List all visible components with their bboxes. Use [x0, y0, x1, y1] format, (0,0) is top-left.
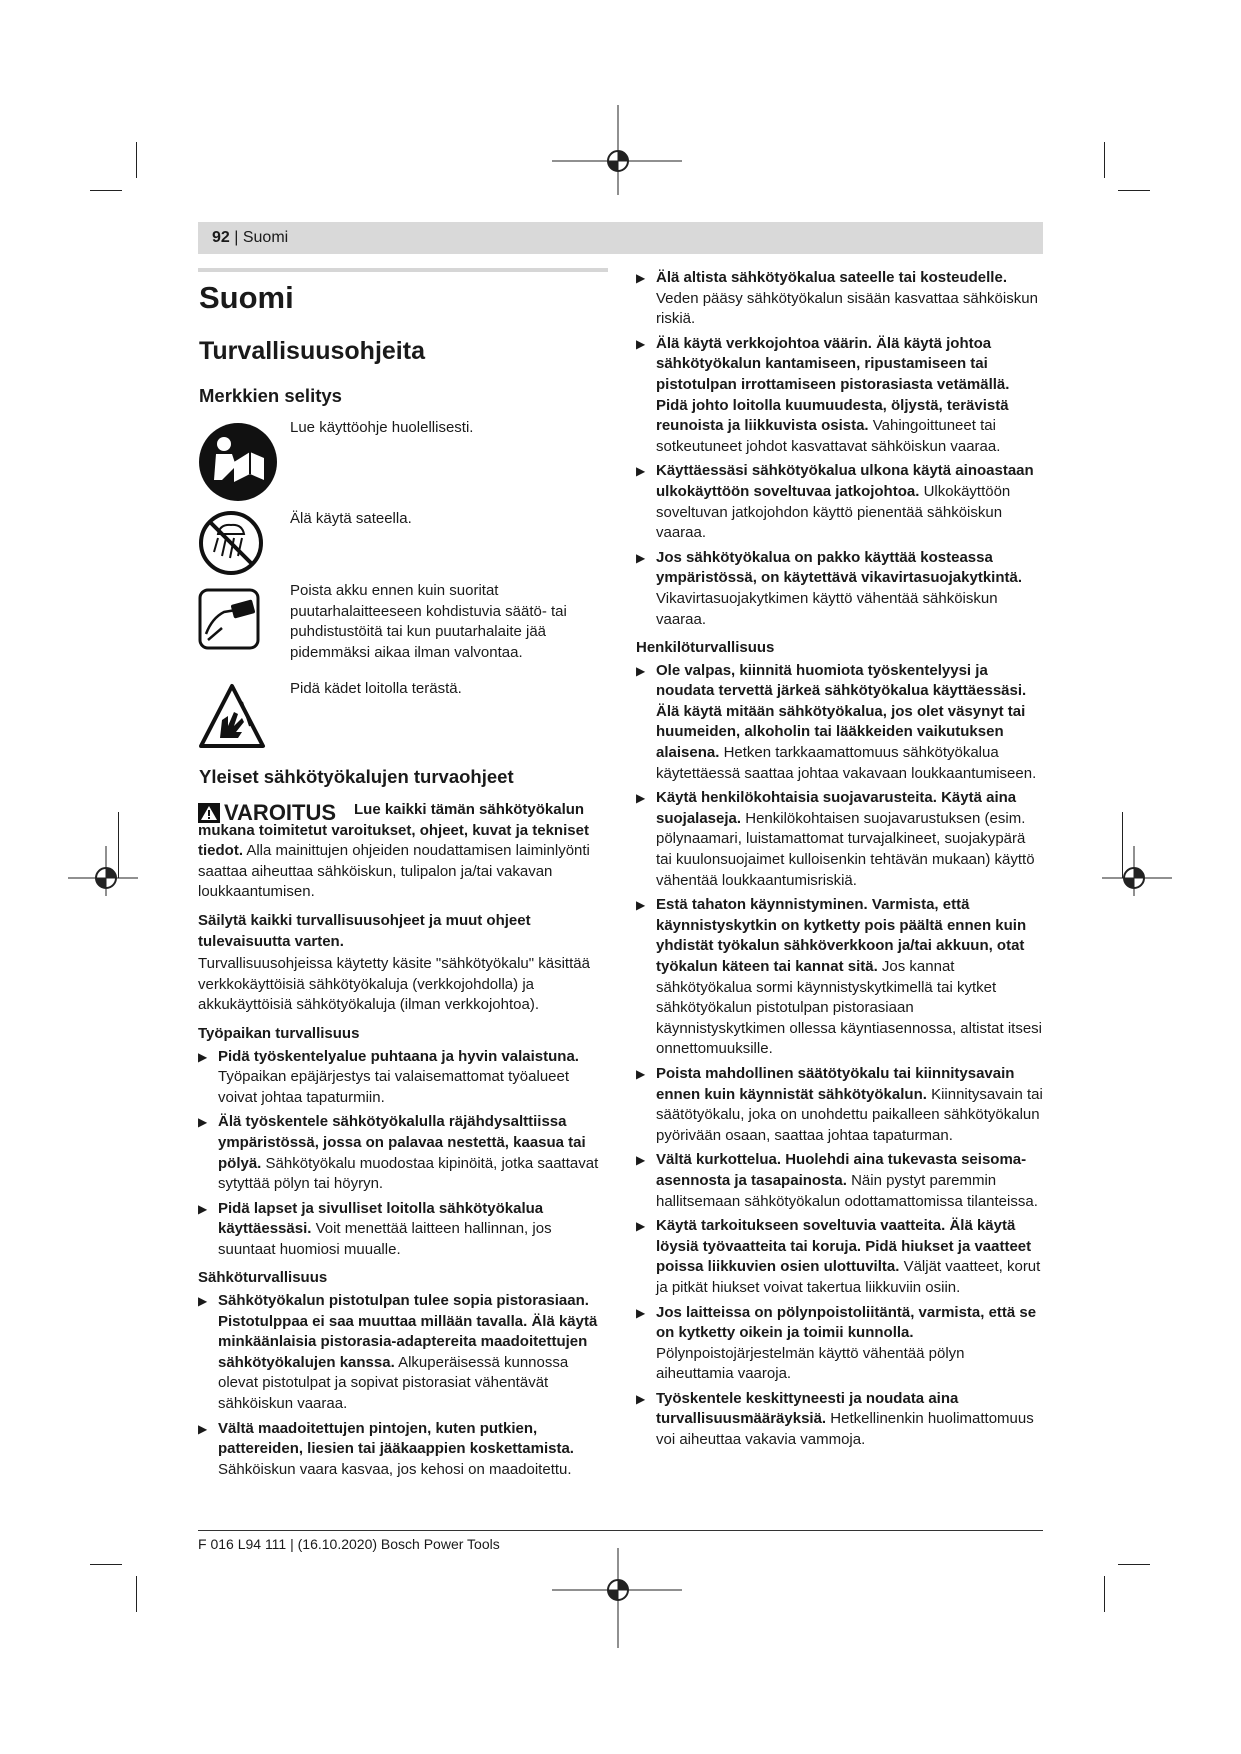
item-bold: Älä työskentele sähkötyökalulla räjähdysalttiissa ympäristössä, jossa on palavaa nestettä, kaasua tai pölyä.: [218, 1113, 586, 1172]
item-bold: Pidä työskentelyalue puhtaana ja hyvin valaistuna.: [218, 1047, 579, 1065]
item-text: Jos kannat sähkötyökalua sormi käynnistyskytkimellä tai kytket sähkötyökalun pistotulpan pistorasiaan käynnistyskytkimen ollessa käyntiasennossa, altistat itsesi onnettomuuksille.: [656, 958, 1043, 1058]
list-item: [198, 1199, 608, 1261]
list-item: [636, 1150, 1044, 1212]
item-text: Näin pystyt paremmin hallitsemaan sähkötyökalun odottamattomissa tilanteissa.: [656, 1171, 1038, 1210]
page-number: 92: [212, 229, 230, 246]
item-bold: Käytä tarkoitukseen soveltuvia vaatteita. Älä käytä löysiä työvaatteita tai koruja. Pidä hiukset ja vaatteet poissa liikkuvien osien ulottuvilta.: [656, 1217, 1032, 1276]
item-text: Ulkokäyttöön soveltuvan jatkojohdon käyttö pienentää sähköiskun vaaraa.: [656, 482, 1011, 542]
section-title: Sähköturvallisuus: [198, 1269, 328, 1287]
list-item: [636, 1303, 1044, 1385]
item-bold: Vältä maadoitettujen pintojen, kuten putkien, pattereiden, liesien tai jääkaappien koskettamista.: [218, 1419, 574, 1458]
bullet-icon: ▶: [636, 336, 646, 351]
bullet-icon: ▶: [636, 1391, 646, 1406]
item-text: Sähkötyökalu muodostaa kipinöitä, jotka saattavat sytyttää pölyn tai höyryn.: [218, 1154, 599, 1193]
bullet-icon: ▶: [636, 898, 646, 913]
item-text: Henkilökohtaisen suojavarustuksen (esim. pölynaamari, luistamattomat turvajalkineet, suojakypärä tai kuulonsuojaimet kulloisenkin tehtävän mukaan) käyttö vähentää loukkaantumisriskiä.: [656, 809, 1035, 889]
bullet-icon: ▶: [636, 550, 646, 565]
no-rain-icon: [198, 510, 264, 576]
item-bold: Vältä kurkottelua. Huolehdi aina tukevasta seisoma-asennosta ja tasapainosta.: [656, 1151, 1027, 1189]
right-column: [636, 268, 1044, 1455]
item-text: Pölynpoistojärjestelmän käyttö vähentää pölyn aiheuttamia vaaroja.: [656, 1344, 965, 1383]
bullet-icon: ▶: [636, 791, 646, 806]
general-title: Yleiset sähkötyökalujen turvaohjeet: [199, 766, 514, 787]
item-bold: Sähkötyökalun pistotulpan tulee sopia pistorasiaan. Pistotulppaa ei saa muuttaa millään tavalla. Älä käytä minkäänlaisia pistorasia-adaptereita maadoitettujen sähkötyökalujen kanssa.: [218, 1292, 598, 1371]
registration-target-icon: [68, 846, 138, 896]
symbols-title: Merkkien selitys: [199, 385, 342, 406]
section-title: Henkilöturvallisuus: [636, 639, 775, 657]
crop-mark: [90, 1564, 122, 1565]
item-bold: Estä tahaton käynnistyminen. Varmista, että käynnistyskytkin on kytketty pois päältä ennen kuin yhdistät työkalun sähköverkkoon ja/tai akkuun, otat työkalun käteen tai kannat sitä.: [656, 896, 1027, 975]
registration-target-icon: [552, 105, 682, 195]
item-text: Vikavirtasuojakytkimen käyttö vähentää sähköiskun vaaraa.: [656, 589, 998, 628]
crop-mark: [136, 1576, 137, 1612]
list-item: [636, 788, 1044, 891]
bullet-icon: ▶: [198, 1294, 208, 1309]
left-column: [198, 800, 608, 1484]
crop-mark: [1118, 190, 1150, 191]
item-bold: Käytä henkilökohtaisia suojavarusteita. Käytä aina suojalaseja.: [656, 789, 1017, 827]
item-text: Työpaikan epäjärjestys tai valaisemattomat työalueet voivat johtaa tapaturmiin.: [218, 1068, 570, 1106]
item-bold: Poista mahdollinen säätötyökalu tai kiinnitysavain ennen kuin käynnistät sähkötyökalun.: [656, 1064, 1015, 1103]
item-bold: Ole valpas, kiinnitä huomiota työskentelyysi ja noudata tervettä järkeä sähkötyökalua käyttäessäsi. Älä käytä mitään sähkötyökalua, jos olet väsynyt tai huumeiden, alkoholin tai lääkkeiden vaikutuksen alaisena.: [656, 661, 1027, 762]
bullet-icon: ▶: [636, 1305, 646, 1320]
bullet-icon: ▶: [636, 1066, 646, 1081]
list-item: [636, 895, 1044, 1060]
item-bold: Jos sähkötyökalua on pakko käyttää kosteassa ympäristössä, on käytettävä vikavirtasuojakytkintä.: [656, 548, 1023, 587]
list-item: [198, 1112, 608, 1194]
main-title: Suomi: [199, 280, 294, 315]
item-text: Kiinnitysavain tai säätötyökalu, joka on unohdettu paikalleen sähkötyökalun pyörivään osaan, saattaa johtaa tapaturman.: [656, 1085, 1043, 1144]
header-separator: |: [234, 229, 239, 246]
bullet-icon: ▶: [636, 464, 646, 479]
symbol-text: Älä käytä sateella.: [290, 510, 412, 527]
list-item: [636, 548, 1044, 630]
warning-word: VAROITUS: [224, 800, 337, 825]
crop-mark: [1104, 142, 1105, 178]
crop-mark: [1118, 1564, 1150, 1565]
item-text: Väljät vaatteet, korut ja pitkät hiukset voivat takertua liikkuviin osiin.: [656, 1258, 1041, 1296]
term-definition: Turvallisuusohjeissa käytetty käsite "sähkötyökalu" käsittää verkkokäyttöisiä sähkötyökaluja (verkkojohdolla) ja akkukäyttöisiä sähkötyökaluja (ilman verkkojohtoa).: [198, 955, 590, 1014]
crop-mark: [136, 142, 137, 178]
column-rule: [198, 268, 608, 272]
item-bold: Käyttäessäsi sähkötyökalua ulkona käytä ainoastaan ulkokäyttöön soveltuvaa jatkojohtoa.: [656, 462, 1034, 500]
bullet-icon: ▶: [198, 1115, 208, 1130]
list-item: [636, 1389, 1044, 1451]
item-bold: Jos laitteissa on pölynpoistoliitäntä, varmista, että se on kytketty oikein ja toimii kunnolla.: [656, 1303, 1037, 1342]
remove-battery-icon: [198, 588, 260, 650]
item-text: Hetkellinenkin huolimattomuus voi aiheuttaa vakavia vammoja.: [656, 1410, 1034, 1449]
bullet-icon: ▶: [636, 1153, 646, 1168]
item-text: Veden pääsy sähkötyökalun sisään kasvattaa sähköiskun riskiä.: [656, 289, 1038, 328]
list-item: [198, 1047, 608, 1109]
bullet-icon: ▶: [198, 1049, 208, 1064]
bullet-icon: ▶: [636, 1219, 646, 1234]
read-manual-icon: [198, 422, 278, 502]
warning-paragraph: [198, 800, 608, 903]
item-text: Voit menettää laitteen hallinnan, jos suuntaat huomiosi muualle.: [218, 1220, 552, 1258]
bullet-icon: ▶: [636, 663, 646, 678]
bullet-icon: ▶: [198, 1421, 208, 1436]
item-text: Sähköiskun vaara kasvaa, jos kehosi on maadoitettu.: [218, 1460, 572, 1478]
list-item: [636, 1216, 1044, 1298]
crop-mark: [1104, 1576, 1105, 1612]
list-item: [636, 1064, 1044, 1146]
item-bold: Pidä lapset ja sivulliset loitolla sähkötyökalua käyttäessäsi.: [218, 1199, 544, 1238]
item-bold: Työskentele keskittyneesti ja noudata aina turvallisuusmääräyksiä.: [656, 1389, 959, 1428]
bullet-icon: ▶: [636, 271, 646, 285]
list-item: [636, 661, 1044, 785]
list-item: [636, 268, 1044, 330]
item-text: Hetken tarkkaamattomuus sähkötyökalua käytettäessä saattaa johtaa vakavaan loukkaantumiseen.: [656, 744, 1037, 782]
registration-target-icon: [1102, 846, 1172, 896]
keep-instructions: Säilytä kaikki turvallisuusohjeet ja muut ohjeet tulevaisuutta varten.: [198, 911, 531, 950]
list-item: [636, 334, 1044, 458]
warning-bold: Lue kaikki tämän sähkötyökalun mukana toimitetut varoitukset, ohjeet, kuvat ja tekniset tiedot.: [198, 801, 589, 860]
crop-mark: [90, 190, 122, 191]
symbol-text: Poista akku ennen kuin suoritat puutarhalaitteeseen kohdistuvia säätö- tai puhdistustöitä tai kun puutarhalaite jää pidemmäksi aikaa ilman valvontaa.: [290, 582, 567, 661]
symbol-text: Lue käyttöohje huolellisesti.: [290, 419, 474, 436]
registration-target-icon: [552, 1548, 682, 1648]
section-title: Työpaikan turvallisuus: [198, 1024, 360, 1042]
list-item: [198, 1419, 608, 1481]
header-section: Suomi: [242, 229, 289, 246]
warning-text: Alla mainittujen ohjeiden noudattamisen laiminlyönti saattaa aiheuttaa sähköiskun, tulipalon ja/tai vakavan loukkaantumisen.: [198, 842, 590, 901]
footer-rule: [198, 1530, 1043, 1531]
item-text: Alkuperäisessä kunnossa olevat pistotulpat ja sopivat pistorasiat vähentävät sähköiskun vaaraa.: [218, 1353, 569, 1413]
list-item: [636, 461, 1044, 543]
page-footer: F 016 L94 111 | (16.10.2020) Bosch Power Tools: [198, 1536, 500, 1552]
item-bold: Älä käytä verkkojohtoa väärin. Älä käytä johtoa sähkötyökalun kantamiseen, ripustamiseen tai pistotulpan irrottamiseen pistorasiasta vetämällä. Pidä johto loitolla kuumuudesta, öljystä, terävistä reunoista ja liikkuvista osista.: [656, 334, 1010, 435]
bullet-icon: ▶: [198, 1201, 208, 1216]
item-bold: Älä altista sähkötyökalua sateelle tai kosteudelle.: [656, 269, 1007, 286]
list-item: [198, 1291, 608, 1415]
hand-blade-warning-icon: [198, 682, 266, 750]
safety-title: Turvallisuusohjeita: [199, 337, 425, 365]
symbol-text: Pidä kädet loitolla terästä.: [290, 680, 462, 697]
page-header: [198, 222, 1043, 254]
item-text: Vahingoittuneet tai sotkeutuneet johdot kasvattavat sähköiskun vaaraa.: [656, 417, 1001, 455]
